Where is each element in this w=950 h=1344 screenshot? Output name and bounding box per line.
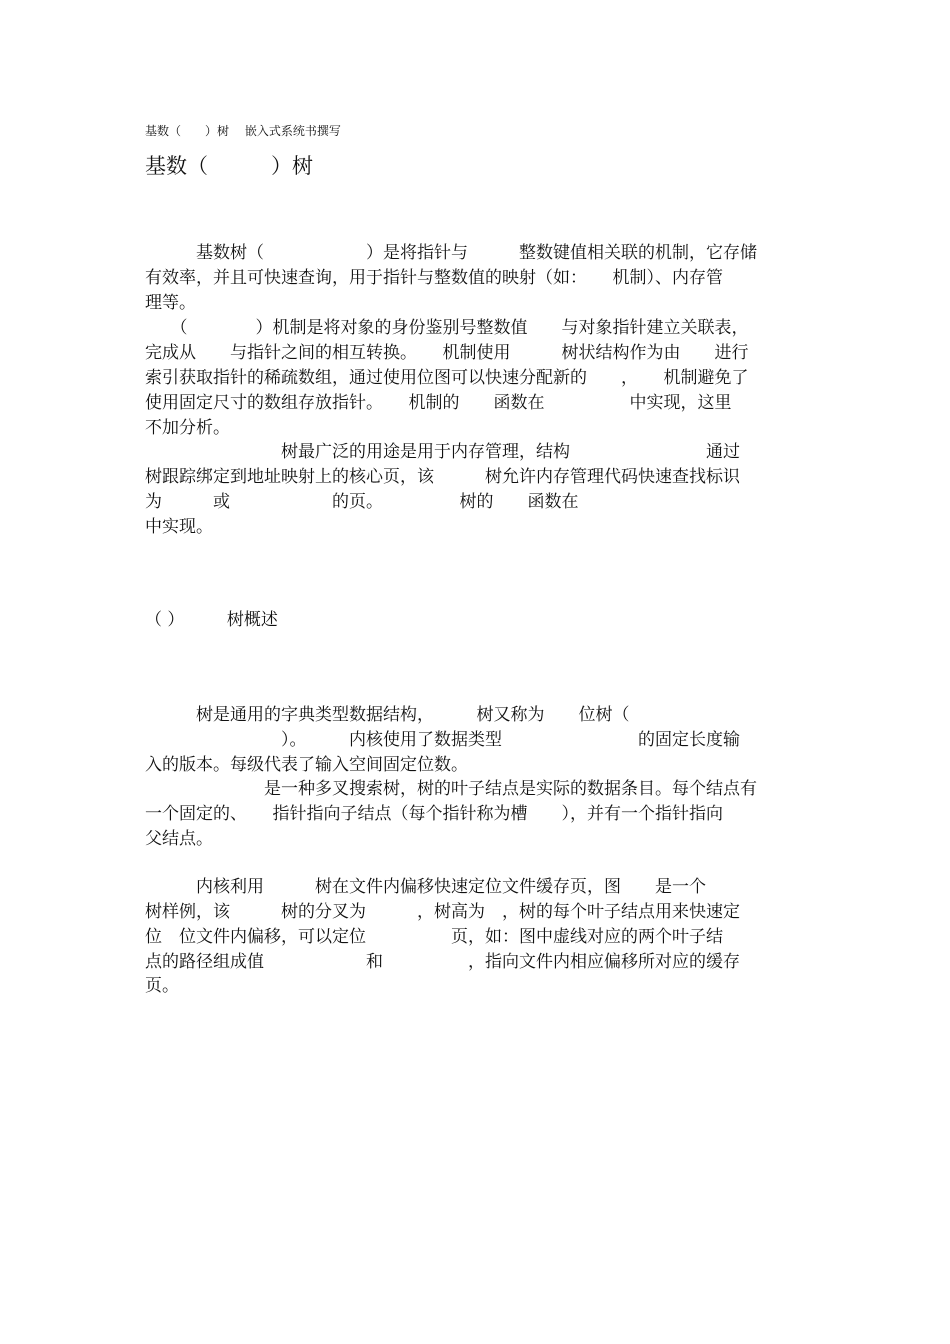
text-line: 页。 — [145, 976, 179, 996]
text-line: 树最广泛的用途是用于内存管理，结构 通过 — [145, 442, 740, 462]
text-line: 树样例，该 树的分叉为 ，树高为 ，树的每个叶子结点用来快速定 — [145, 902, 740, 922]
running-header: 基数（ ）树 嵌入式系统书撰写 — [145, 124, 341, 138]
text-line: 入的版本。每级代表了输入空间固定位数。 — [145, 755, 468, 775]
section-heading: （ ） 树概述 — [145, 610, 278, 630]
text-line: 有效率，并且可快速查询，用于指针与整数值的映射（如： 机制）、内存管 — [145, 268, 723, 288]
text-line: 为 或 的页。 树的 函数在 — [145, 492, 579, 512]
text-line: 树是通用的字典类型数据结构， 树又称为 位树（ — [145, 705, 630, 725]
text-line: 不加分析。 — [145, 418, 230, 438]
text-line: 树跟踪绑定到地址映射上的核心页，该 树允许内存管理代码快速查找标识 — [145, 467, 740, 487]
text-line: 索引获取指针的稀疏数组，通过使用位图可以快速分配新的 ， 机制避免了 — [145, 368, 749, 388]
document-title: 基数（ ）树 — [145, 154, 313, 178]
text-line: 点的路径组成值 和 ，指向文件内相应偏移所对应的缓存 — [145, 952, 740, 972]
text-line: 是一种多叉搜索树，树的叶子结点是实际的数据条目。每个结点有 — [145, 779, 757, 799]
text-line: 中实现。 — [145, 517, 213, 537]
text-line: ）。 内核使用了数据类型 的固定长度输 — [145, 730, 740, 750]
text-line: 基数树（ ）是将指针与 整数键值相关联的机制，它存储 — [145, 243, 757, 263]
text-line: 内核利用 树在文件内偏移快速定位文件缓存页，图 是一个 — [145, 877, 706, 897]
text-line: 完成从 与指针之间的相互转换。 机制使用 树状结构作为由 进行 — [145, 343, 749, 363]
text-line: 理等。 — [145, 293, 196, 313]
text-line: 使用固定尺寸的数组存放指针。 机制的 函数在 中实现，这里 — [145, 393, 732, 413]
text-line: 一个固定的、 指针指向子结点（每个指针称为槽 ），并有一个指针指向 — [145, 804, 723, 824]
text-line: （ ）机制是将对象的身份鉴别号整数值 与对象指针建立关联表， — [145, 318, 749, 338]
text-line: 位 位文件内偏移，可以定位 页，如：图中虚线对应的两个叶子结 — [145, 927, 723, 947]
text-line: 父结点。 — [145, 829, 213, 849]
